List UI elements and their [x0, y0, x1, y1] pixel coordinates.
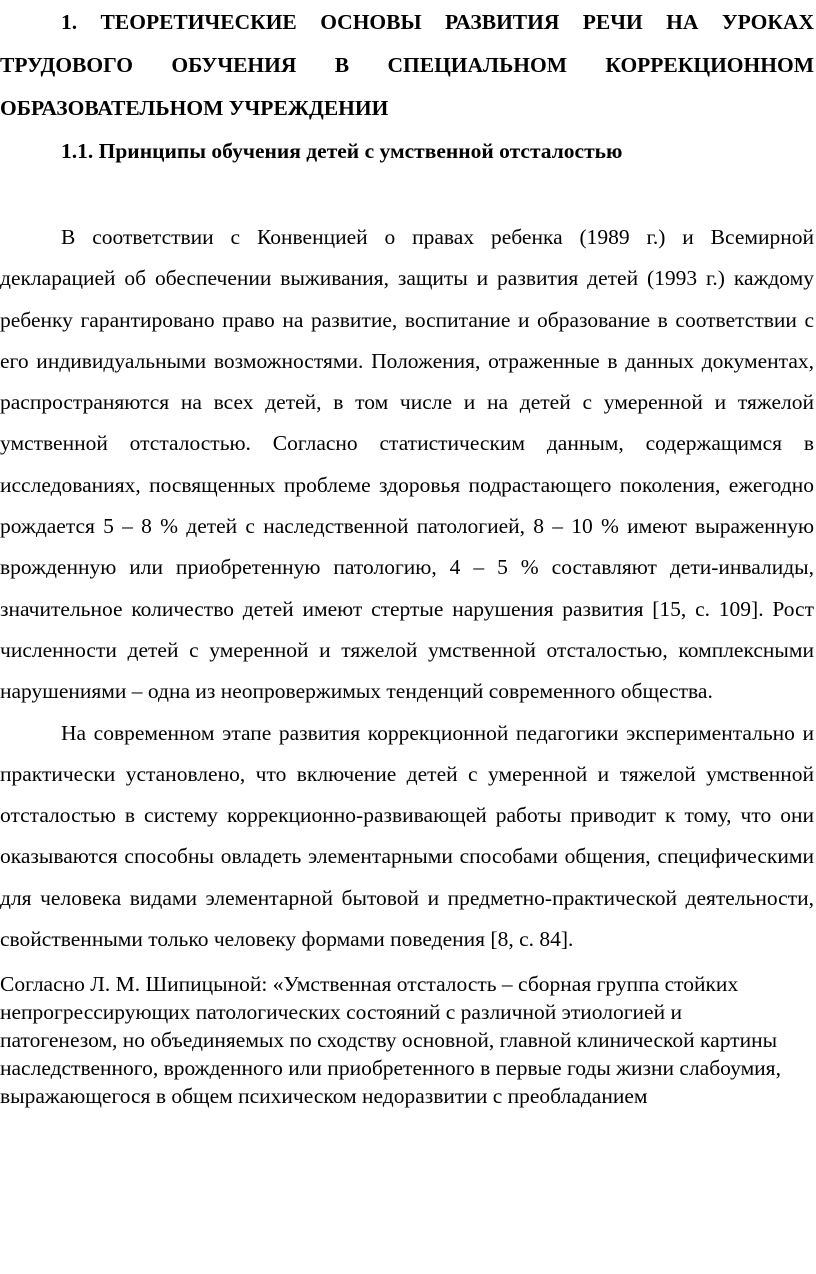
- paragraph-2: На современном этапе развития коррекционной педагогики экспериментально и практически установлено, что включение детей с умеренной и тяжелой умственной отсталостью в систему коррекционно-развивающей работы приводит к тому, что они оказываются способны овладеть элементарными способами общения, специфическими для человека видами элементарной бытовой и предметно-практической деятельности, свойственными только человеку формами поведения [8, с. 84].: [0, 720, 814, 952]
- section-title: 1.1. Принципы обучения детей с умственной отсталостью: [61, 139, 623, 163]
- section-spacer: [0, 173, 814, 217]
- chapter-title: 1. ТЕОРЕТИЧЕСКИЕ ОСНОВЫ РАЗВИТИЯ РЕЧИ НА УРОКАХ ТРУДОВОГО ОБУЧЕНИЯ В СПЕЦИАЛЬНОМ КОРРЕКЦИОННОМ ОБРАЗОВАТЕЛЬНОМ УЧРЕЖДЕНИИ: [0, 10, 814, 120]
- paragraph-1: В соответствии с Конвенцией о правах ребенка (1989 г.) и Всемирной декларацией об обеспечении выживания, защиты и развития детей (1993 г.) каждому ребенку гарантировано право на развитие, воспитание и образование в соответствии с его индивидуальными возможностями. Положения, отраженные в данных документах, распространяются на всех детей, в том числе и на детей с умеренной и тяжелой умственной отсталостью. Согласно статистическим данным, содержащимся в исследованиях, посвященных проблеме здоровья подрастающего поколения, ежегодно рождается 5 – 8 % детей с наследственной патологией, 8 – 10 % имеют выраженную врожденную или приобретенную патологию, 4 – 5 % составляют дети-инвалиды, значительное количество детей имеют стертые нарушения развития [15, с. 109]. Рост численности детей с умеренной и тяжелой умственной отсталостью, комплексными нарушениями – одна из неопровержимых тенденций современного общества.: [0, 225, 814, 704]
- quote-paragraph: Согласно Л. М. Шипицыной: «Умственная отсталость – сборная группа стойких непрогрессирующих патологических состояний с различной этиологией и патогенезом, но объединяемых по сходству основной, главной клинической картины наследственного, врожденного или приобретенного в первые годы жизни слабоумия, выражающегося в общем психическом недоразвитии с преобладанием: [0, 972, 781, 1109]
